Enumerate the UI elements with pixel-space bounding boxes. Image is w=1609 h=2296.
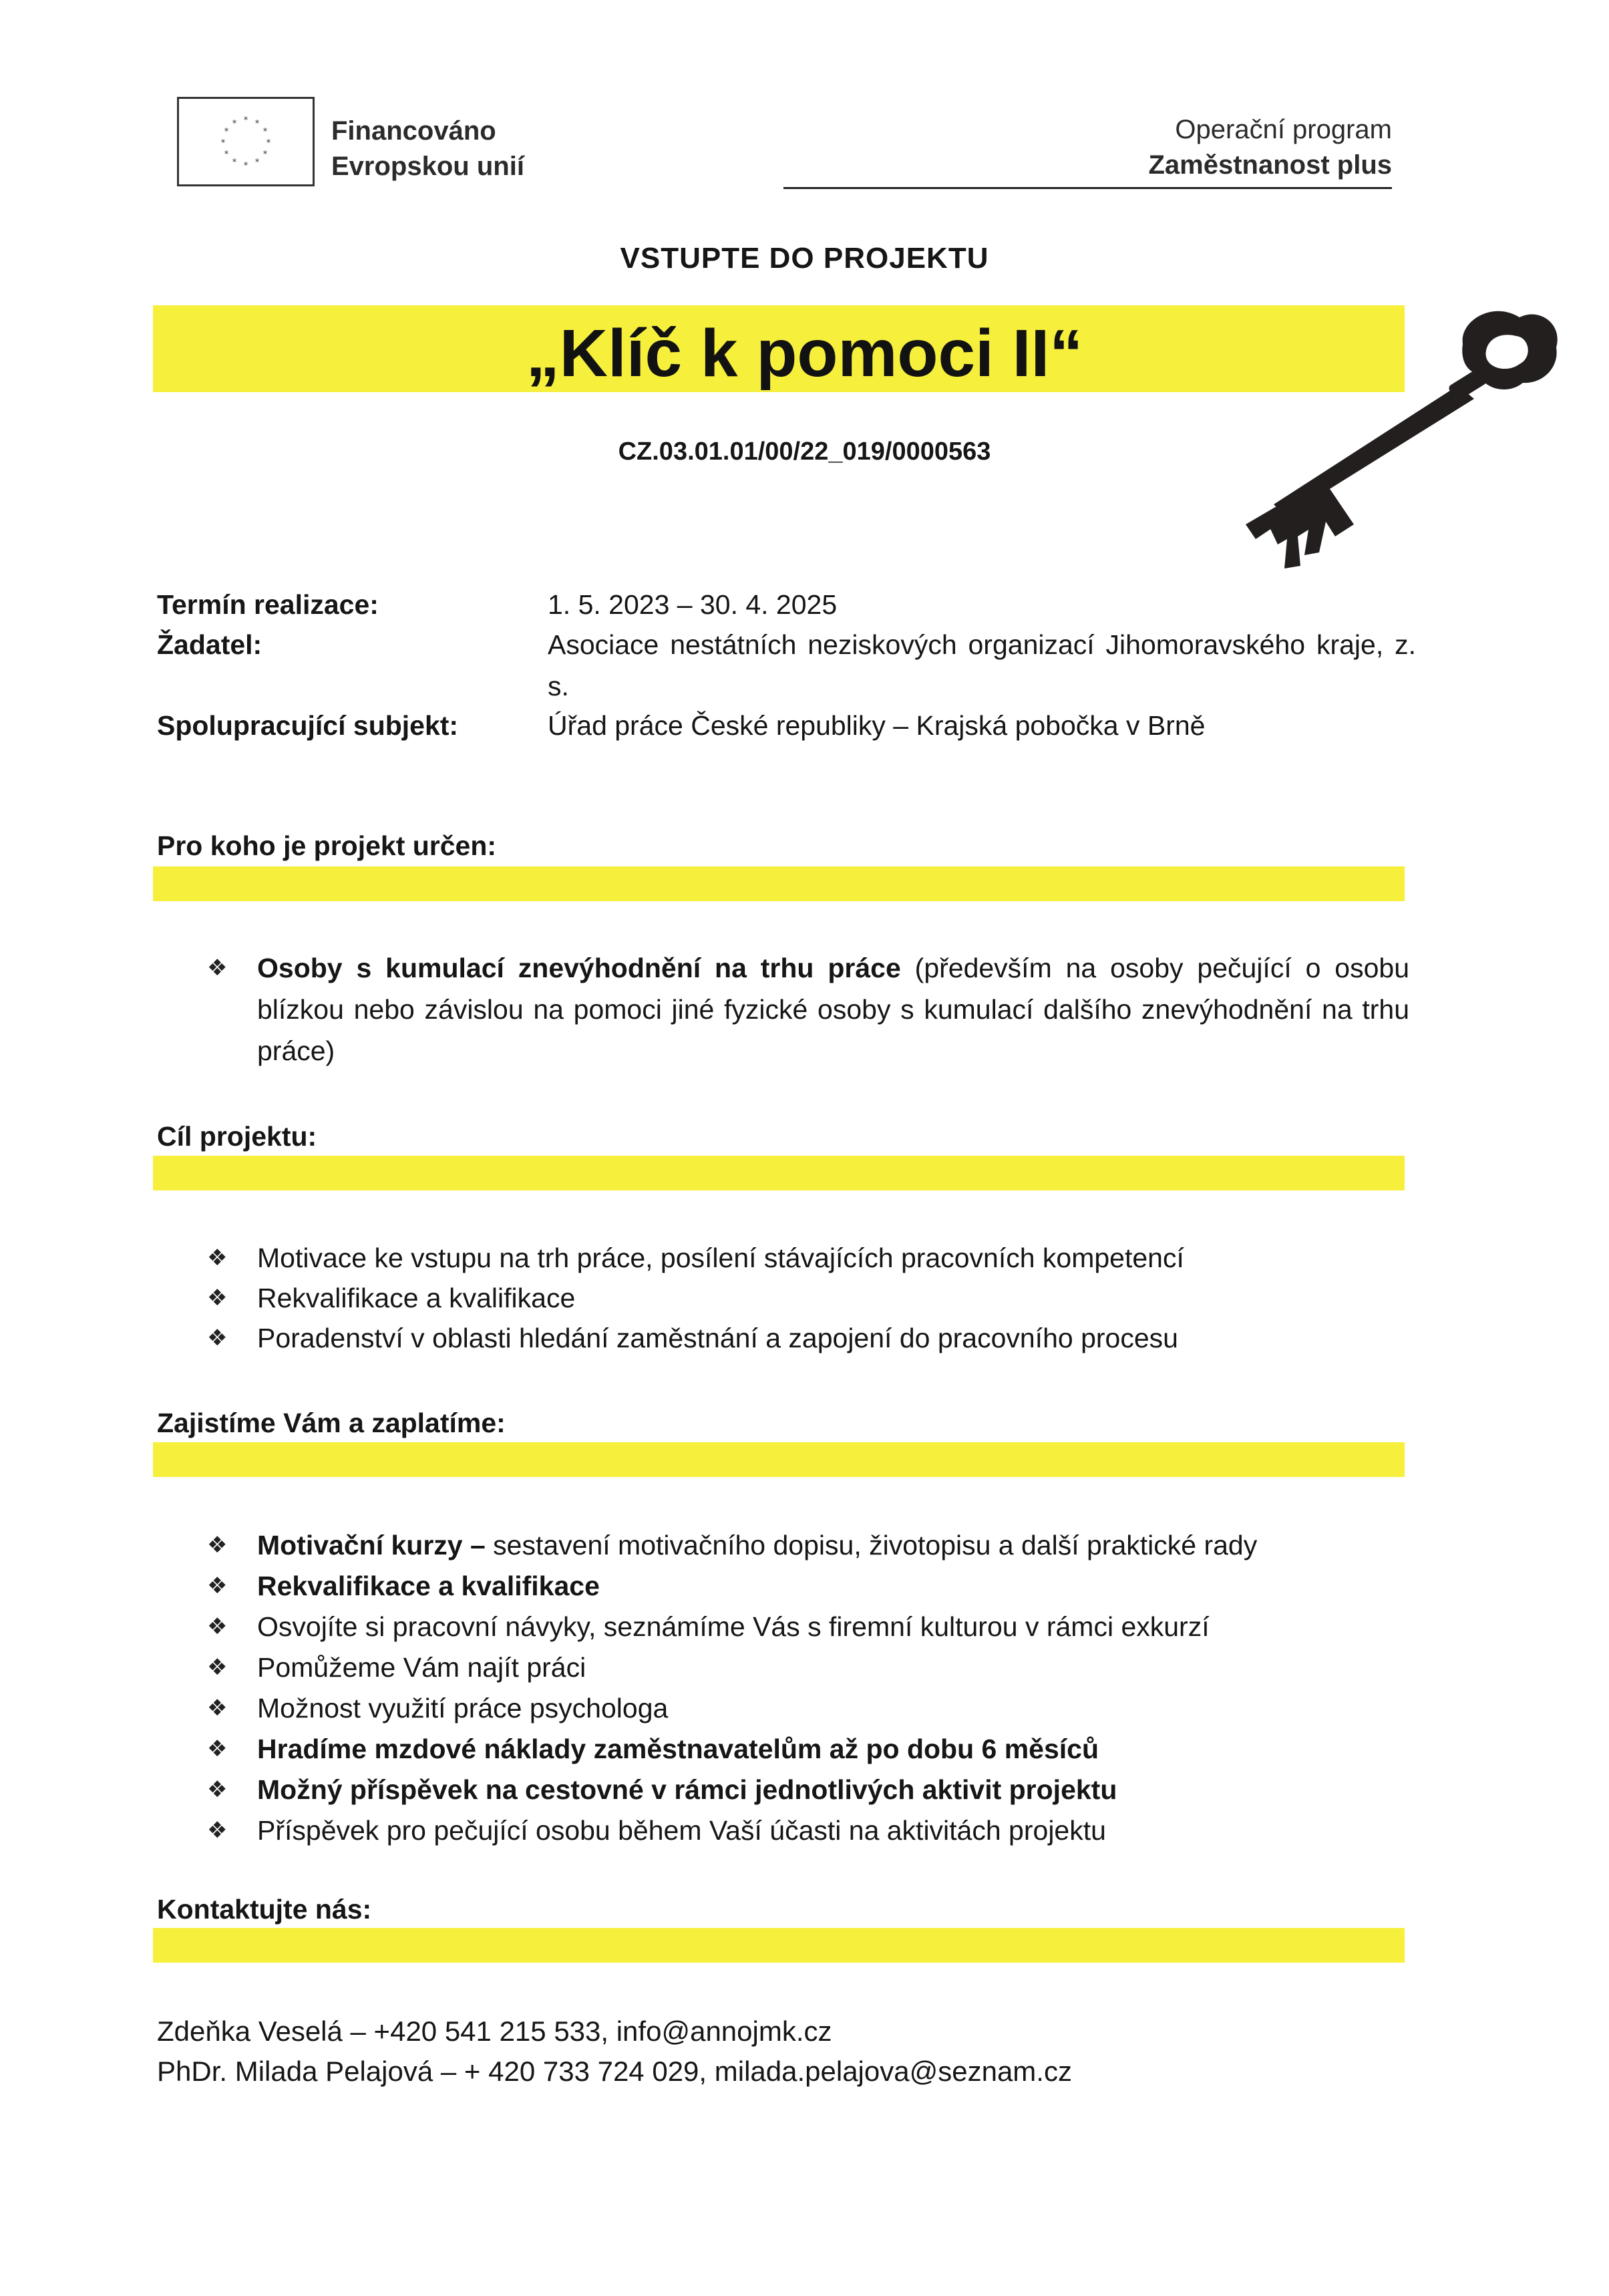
svg-text:*: * xyxy=(220,138,226,148)
svg-text:*: * xyxy=(232,158,237,168)
diamond-bullet-icon: ❖ xyxy=(207,1532,228,1558)
diamond-bullet-icon: ❖ xyxy=(207,1614,228,1639)
list-item xyxy=(207,1729,1409,1770)
svg-text:*: * xyxy=(262,127,268,137)
info-label-partner: Spolupracující subjekt: xyxy=(157,710,459,741)
svg-text:*: * xyxy=(224,150,229,160)
info-label-applicant: Žadatel: xyxy=(157,629,262,660)
program-name xyxy=(1148,112,1392,183)
goal-item-1: Motivace ke vstupu na trh práce, posílení stávajících pracovních kompetencí xyxy=(257,1243,1184,1273)
eu-funding-line-2: Evropskou unií xyxy=(331,152,524,181)
offer-item-2: Rekvalifikace a kvalifikace xyxy=(257,1571,600,1601)
key-icon xyxy=(1226,304,1570,585)
offer-item-5: Možnost využití práce psychologa xyxy=(257,1693,669,1724)
svg-text:*: * xyxy=(266,138,271,148)
svg-text:*: * xyxy=(254,119,260,129)
list-item xyxy=(207,1278,1409,1318)
section-heading-target: Pro koho je projekt určen: xyxy=(157,830,497,861)
goal-item-2: Rekvalifikace a kvalifikace xyxy=(257,1283,576,1313)
diamond-bullet-icon: ❖ xyxy=(207,1573,228,1599)
offer-item-6: Hradíme mzdové náklady zaměstnavatelům až po dobu 6 měsíců xyxy=(257,1734,1099,1764)
program-line-2: Zaměstnanost plus xyxy=(1148,150,1392,180)
project-code: CZ.03.01.01/00/22_019/0000563 xyxy=(618,438,991,466)
diamond-bullet-icon: ❖ xyxy=(207,1285,228,1311)
offer-item-3: Osvojíte si pracovní návyky, seznámíme Vás s firemní kulturou v rámci exkurzí xyxy=(257,1611,1210,1642)
diamond-bullet-icon: ❖ xyxy=(207,1325,228,1351)
section-heading-goal: Cíl projektu: xyxy=(157,1121,317,1152)
header-divider xyxy=(783,187,1392,189)
section-highlight-goal xyxy=(153,1156,1405,1190)
eu-funding-line-1: Financováno xyxy=(331,116,496,146)
diamond-bullet-icon: ❖ xyxy=(207,1736,228,1762)
offer-item-4: Pomůžeme Vám najít práci xyxy=(257,1652,586,1683)
info-value-term: 1. 5. 2023 – 30. 4. 2025 xyxy=(548,589,838,620)
diamond-bullet-icon: ❖ xyxy=(207,1818,228,1843)
diamond-bullet-icon: ❖ xyxy=(207,1655,228,1680)
list-item xyxy=(207,1525,1409,1566)
target-item-bold: Osoby s kumulací znevýhodnění na trhu práce xyxy=(257,953,901,983)
diamond-bullet-icon: ❖ xyxy=(207,1695,228,1721)
offer-list xyxy=(207,1525,1409,1851)
svg-text:*: * xyxy=(254,158,260,168)
offer-item-8: Příspěvek pro pečující osobu během Vaší účasti na aktivitách projektu xyxy=(257,1815,1106,1846)
section-highlight-offer xyxy=(153,1442,1405,1477)
offer-item-1-text: sestavení motivačního dopisu, životopisu a další praktické rady xyxy=(485,1530,1258,1561)
info-label-term: Termín realizace: xyxy=(157,589,379,620)
section-heading-offer: Zajistíme Vám a zaplatíme: xyxy=(157,1408,506,1438)
svg-text:*: * xyxy=(243,161,248,171)
page-title: „Klíč k pomoci II“ xyxy=(526,316,1083,391)
goal-list xyxy=(207,1238,1409,1358)
list-item xyxy=(207,1770,1409,1810)
list-item xyxy=(207,1318,1409,1358)
diamond-bullet-icon: ❖ xyxy=(207,1245,228,1271)
list-item xyxy=(207,1810,1409,1851)
list-item xyxy=(207,1566,1409,1607)
section-highlight-contact xyxy=(153,1928,1405,1963)
contact-line-2: PhDr. Milada Pelajová – + 420 733 724 029, milada.pelajova@seznam.cz xyxy=(157,2056,1072,2087)
section-highlight-target xyxy=(153,866,1405,901)
list-item xyxy=(207,1647,1409,1688)
info-value-applicant: Asociace nestátních neziskových organizací Jihomoravského kraje, z. s. xyxy=(548,629,1416,701)
kicker-heading: VSTUPTE DO PROJEKTU xyxy=(620,242,989,275)
svg-text:*: * xyxy=(243,116,248,126)
list-item xyxy=(207,1607,1409,1647)
eu-flag-icon xyxy=(177,97,315,186)
diamond-bullet-icon: ❖ xyxy=(207,1777,228,1802)
list-item xyxy=(207,1238,1409,1278)
svg-text:*: * xyxy=(232,119,237,129)
list-item xyxy=(207,1688,1409,1729)
target-list xyxy=(207,947,1409,1072)
program-line-1: Operační program xyxy=(1175,115,1392,144)
list-item xyxy=(207,947,1409,1072)
target-item-text: (především na osoby pečující o osobu blízkou nebo závislou na pomoci jiné fyzické osoby s kumulací dalšího znevýhodnění na trhu práce) xyxy=(257,953,1409,1066)
offer-item-1-bold: Motivační kurzy – xyxy=(257,1530,486,1561)
offer-item-7: Možný příspěvek na cestovné v rámci jednotlivých aktivit projektu xyxy=(257,1774,1117,1805)
goal-item-3: Poradenství v oblasti hledání zaměstnání a zapojení do pracovního procesu xyxy=(257,1323,1178,1353)
section-heading-contact: Kontaktujte nás: xyxy=(157,1894,372,1925)
svg-text:*: * xyxy=(262,150,268,160)
contact-line-1: Zdeňka Veselá – +420 541 215 533, info@annojmk.cz xyxy=(157,2015,832,2047)
info-value-partner: Úřad práce České republiky – Krajská pobočka v Brně xyxy=(548,710,1206,741)
diamond-bullet-icon: ❖ xyxy=(207,955,228,981)
eu-funding-text xyxy=(331,114,524,184)
svg-text:*: * xyxy=(224,127,229,137)
